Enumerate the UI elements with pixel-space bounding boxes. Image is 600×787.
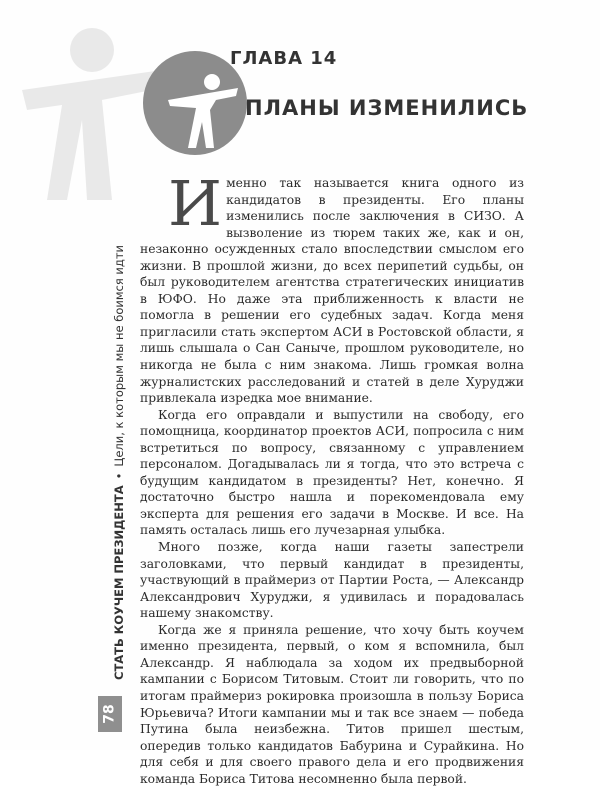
page-number-label: 78 — [101, 704, 118, 724]
paragraph: Когда его оправдали и выпустили на свободу, его помощница, координатор проектов АСИ, попросила с ним встретиться по вопросу, связанному с управлением персоналом. Догадывалась ли я тогда, что это встреча с будущим кандидатом в президенты? Нет, конечно. Я достаточно быстро нашла и порекомендовала ему эксперта для решения его задачи в Москве. И все. На память осталась лишь его лучезарная улыбка. — [140, 407, 524, 538]
bullet-separator: • — [112, 472, 126, 480]
chapter-number: ГЛАВА 14 — [230, 48, 338, 69]
side-running-title — [112, 200, 126, 680]
paragraph: Много позже, когда наши газеты запестрели заголовками, что первый кандидат в президенты, участвующий в праймериз от Партии Роста, — Александр Александрович Хуруджи, я удивилась и порадовалась нашему знакомству. — [140, 540, 524, 621]
chapter-title: ПЛАНЫ ИЗМЕНИЛИСЬ — [245, 96, 529, 120]
body-text — [140, 167, 524, 787]
page-number — [98, 696, 122, 732]
paragraph: Когда же я приняла решение, что хочу быть коучем именно президента, первый, о ком я вспомнила, был Александр. Я наблюдала за ходом их предвыборной кампании с Борисом Титовым. Стоит ли говорить, что по итогам праймериз рокировка произошла в пользу Бориса Юрьевича? Итоги кампании мы и так все знаем — победа Путина была неизбежна. Титов пришел шестым, опередив только кандидатов Бабурина и Сурайкина. Но для себя и для своего правого дела и его продвижения команда Бориса Титова несомненно была первой. — [140, 622, 524, 786]
drop-cap: И — [168, 167, 223, 240]
book-title: СТАТЬ КОУЧЕМ ПРЕЗИДЕНТА — [112, 485, 126, 680]
paragraph: менно так называется книга одного из кандидатов в президенты. Его планы изменились после заключения в СИЗО. А вызволение из тюрем таких же, как и он, незаконно осужденных стало впоследствии смыслом его жизни. В прошлой жизни, до всех перипетий судьбы, он был руководителем агентства стратегических инициатив в ЮФО. Но даже эта приближенность к власти не помогла в решении его судебных задач. Когда меня пригласили стать экспертом АСИ в Ростовской области, я лишь слышала о Сан Саныче, прошлом руководителе, но никогда не была с ним знакома. Лишь громкая волна журналистских расследований и статей в деле Хуруджи привлекала изредка мое внимание. — [140, 176, 524, 406]
book-subtitle: Цели, к которым мы не боимся идти — [112, 244, 126, 467]
